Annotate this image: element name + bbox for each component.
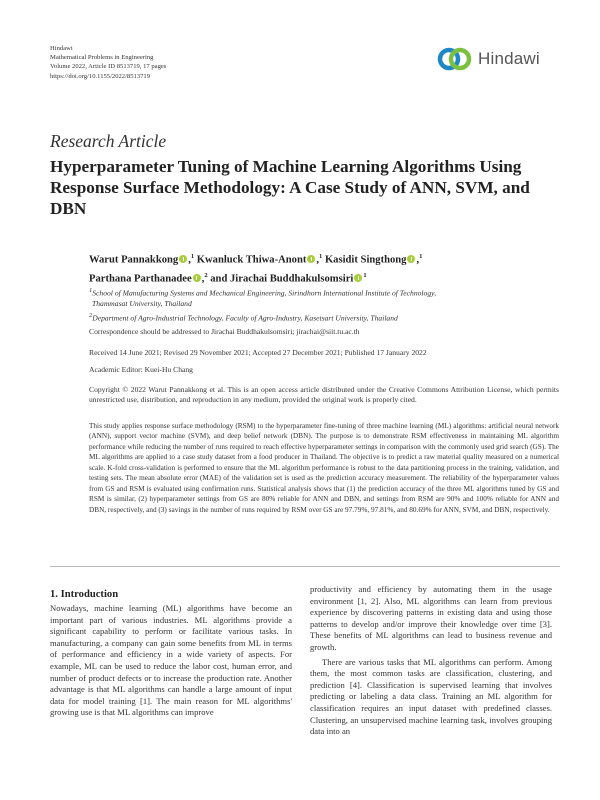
paragraph: Nowadays, machine learning (ML) algorithms have become an important part of various industries. ML algorithms provide a significant capability to perform or facilitate various tasks. In manufacturing, a company can gain some benefits from ML in terms of performance and efficiency in a wide variety of aspects. For example, ML can be used to reduce the labor cost, human error, and number of product defects or to increase the production rate. Another advantage is that ML algorithms can handle a large amount of input data for model training [1]. The main reason for ML algorithms' growing use is that ML algorithms can improve bbox=[50, 603, 292, 718]
logo-text: Hindawi bbox=[478, 49, 540, 68]
publication-dates: Received 14 June 2021; Revised 29 November 2021; Accepted 27 December 2021; Published 17 January 2022 bbox=[89, 348, 427, 357]
affiliation-item: $^1$School of Manufacturing Systems and Mechanical Engineering, Sirindhorn International Institute of Technology, Thammasat University, Thailand bbox=[89, 287, 436, 308]
orcid-icon[interactable] bbox=[193, 274, 201, 282]
journal-meta bbox=[50, 44, 166, 81]
orcid-icon[interactable] bbox=[354, 274, 362, 282]
orcid-icon[interactable] bbox=[307, 255, 315, 263]
doi-link[interactable]: https://doi.org/10.1155/2022/8513719 bbox=[50, 72, 151, 80]
author-name[interactable]: Warut Pannakkong bbox=[89, 254, 179, 266]
author-affiliation-sup: 2 bbox=[204, 271, 208, 279]
correspondence: Correspondence should be addressed to Jirachai Buddhakulsomsiri; jirachai@siit.tu.ac.th bbox=[89, 327, 360, 336]
orcid-icon[interactable] bbox=[179, 255, 187, 263]
hindawi-logo-icon bbox=[437, 46, 473, 72]
right-column bbox=[310, 584, 552, 738]
abstract: This study applies response surface methodology (RSM) to the hyperparameter fine-tuning of three machine learning (ML) algorithms: artificial neural network (ANN), support vector machine (SVM), and deep belief network (DBN). The purpose is to demonstrate RSM effectiveness in maintaining ML algorithm performance while reducing the number of runs required to reach effective hyperparameter settings in comparison with the commonly used grid search (GS). The ML algorithms are applied to a case study dataset from a food producer in Thailand. The objective is to predict a raw material quality measured on a numerical scale. K-fold cross-validation is performed to ensure that the ML algorithm performance is robust to the data partitioning process in the training, validation, and testing sets. The mean absolute error (MAE) of the validation set is used as the prediction accuracy measurement. The reliability of the hyperparameter values from GS and RSM is evaluated using confirmation runs. Statistical analysis shows that (1) the prediction accuracy of the three ML algorithms tuned by GS and RSM is similar, (2) hyperparameter settings from GS are 80% reliable for ANN and DBN, and settings from RSM are 90% and 100% reliable for ANN and DBN, respectively, and (3) savings in the number of runs required by RSM over GS are 97.79%, 97.81%, and 80.69% for ANN, SVM, and DBN, respectively. bbox=[89, 422, 559, 514]
orcid-icon[interactable] bbox=[407, 255, 415, 263]
paragraph: productivity and efficiency by automating them in the usage environment [1, 2]. Also, ML algorithms can learn from previous experience by discovering patterns in existing data and using those patterns to develop and/or improve their knowledge over time [3]. These benefits of ML algorithms can lead to business revenue and growth. bbox=[310, 584, 552, 652]
journal-name: Mathematical Problems in Engineering bbox=[50, 54, 154, 62]
divider bbox=[50, 566, 560, 567]
paragraph: There are various tasks that ML algorithms can perform. Among them, the most common tasks are classification, clustering, and prediction [4]. Classification is supervised learning that involves predicting or labeling a data class. Training an ML algorithm for classification requires an input dataset with predefined classes. Clustering, an unsupervised machine learning task, involves grouping data into an bbox=[310, 656, 552, 737]
author-affiliation-sup: 1 bbox=[419, 253, 423, 260]
author-name[interactable]: Kwanluck Thiwa-Anont bbox=[196, 254, 307, 266]
affiliation-item: $^2$Department of Agro-Industrial Technology, Faculty of Agro-Industry, Kasetsart University, Thailand bbox=[89, 312, 398, 323]
author-list: Warut Pannakkong ,$^1$ Kwanluck Thiwa-Anont ,$^1$ Kasidit Singthong ,$^1$ Parthana Parthanadee ,$^2$ and Jirachai Buddhakulsomsiri $^1$ bbox=[89, 253, 423, 285]
hindawi-logo bbox=[437, 46, 540, 72]
author-affiliation-sup: 1 bbox=[190, 253, 195, 260]
left-column bbox=[50, 603, 292, 719]
paper-title: Hyperparameter Tuning of Machine Learning Algorithms Using Response Surface Methodology: A Case Study of ANN, SVM, and DBN bbox=[50, 157, 530, 218]
affiliations bbox=[89, 286, 559, 326]
author-name[interactable]: Parthana Parthanadee bbox=[89, 273, 192, 285]
academic-editor: Academic Editor: Kuei-Hu Chang bbox=[89, 365, 193, 374]
author-name[interactable]: Kasidit Singthong bbox=[324, 254, 407, 266]
publisher-name: Hindawi bbox=[50, 45, 73, 52]
copyright-notice: Copyright © 2022 Warut Pannakkong et al. This is an open access article distributed under the Creative Commons Attribution License, which permits unrestricted use, distribution, and reproduction in any medium, provided the original work is properly cited. bbox=[89, 385, 559, 405]
section-heading: 1. Introduction bbox=[50, 589, 119, 600]
author-affiliation-sup: 1 bbox=[319, 253, 323, 260]
volume-info: Volume 2022, Article ID 8513719, 17 pages bbox=[50, 63, 167, 71]
author-name[interactable]: Jirachai Buddhakulsomsiri bbox=[230, 273, 354, 285]
author-affiliation-sup: 1 bbox=[363, 271, 367, 279]
article-type: Research Article bbox=[50, 131, 167, 151]
